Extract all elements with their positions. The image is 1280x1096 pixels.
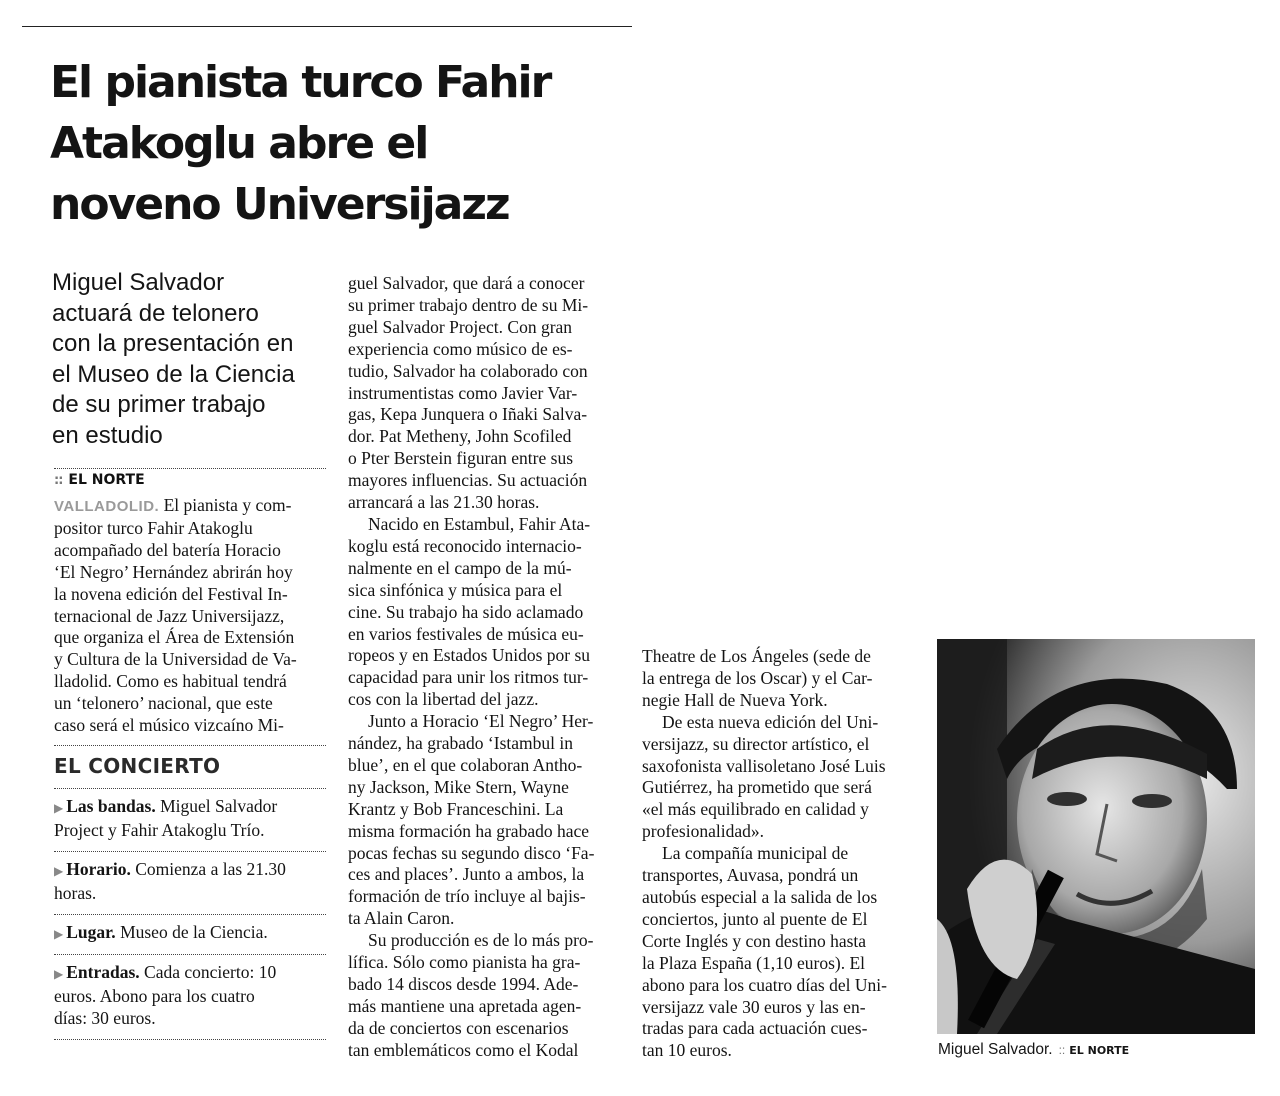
concierto-line: euros. Abono para los cuatro: [54, 986, 255, 1007]
body-line: transportes, Auvasa, pondrá un: [642, 865, 859, 886]
byline: [54, 468, 326, 488]
body-line: acompañado del batería Horacio: [54, 539, 281, 560]
byline-text: EL NORTE: [68, 472, 145, 488]
headline-line: Atakoglu abre el: [50, 118, 428, 169]
photo-caption: [938, 1041, 1129, 1059]
deck-line: con la presentación en: [52, 330, 294, 357]
body-line: profesionalidad».: [642, 821, 764, 842]
body-line: positor turco Fahir Atakoglu: [54, 517, 253, 538]
body-line: Junto a Horacio ‘El Negro’ Her-: [368, 711, 594, 732]
body-line: Nacido en Estambul, Fahir Ata-: [368, 513, 591, 534]
concierto-line: [54, 962, 326, 986]
deck-line: en estudio: [52, 421, 163, 449]
body-line: guel Salvador Project. Con gran: [348, 316, 573, 337]
body-line: tudio, Salvador ha colaborado con: [348, 360, 588, 381]
body-line: Su producción es de lo más pro-: [368, 930, 594, 951]
body-line: arrancará a las 21.30 horas.: [348, 492, 540, 513]
body-line: La compañía municipal de: [662, 843, 849, 864]
body-line: un ‘telonero’ nacional, que este: [54, 693, 273, 714]
concierto-items: [54, 788, 326, 1039]
concierto-label: Las bandas.: [66, 795, 156, 816]
concierto-line: [54, 796, 326, 820]
concierto-label: Horario.: [66, 858, 131, 879]
body-line: De esta nueva edición del Uni-: [662, 711, 879, 732]
body-line: y Cultura de la Universidad de Va-: [54, 649, 297, 670]
body-line: lladolid. Como es habitual tendrá: [54, 671, 287, 692]
body-line: cine. Su trabajo ha sido aclamado: [348, 601, 584, 622]
body-line: dor. Pat Metheny, John Scofiled: [348, 426, 572, 447]
body-line: ta Alain Caron.: [348, 908, 455, 929]
body-line: guel Salvador, que dará a conocer: [348, 273, 585, 293]
concierto-item: [54, 851, 326, 914]
concierto-line: [54, 859, 326, 883]
concierto-text: Comienza a las 21.30: [135, 858, 286, 879]
concierto-item: [54, 914, 326, 955]
body-line: la novena edición del Festival In-: [54, 583, 288, 604]
body-line: autobús especial a la salida de los: [642, 886, 878, 907]
body-line: da de conciertos con escenarios: [348, 1017, 569, 1038]
concierto-label: Entradas.: [66, 962, 140, 983]
body-line: «el más equilibrado en calidad y: [642, 799, 869, 820]
body-line: ternacional de Jazz Universijazz,: [54, 605, 285, 626]
concierto-line: [54, 922, 326, 946]
body-line: formación de trío incluye al bajis-: [348, 886, 586, 907]
body-line: tan emblemáticos como el Kodal: [348, 1039, 579, 1060]
body-line: capacidad para unir los ritmos tur-: [348, 667, 589, 688]
body-line: o Pter Berstein figuran entre sus: [348, 448, 574, 469]
credit-dots-icon: ::: [1058, 1043, 1066, 1057]
arrow-bullet-icon: ▶: [54, 926, 64, 941]
concierto-end-rule: [54, 1039, 326, 1040]
dateline: VALLADOLID.: [54, 498, 160, 515]
body-line: saxofonista vallisoletano José Luis: [642, 755, 886, 776]
deck-line: Miguel Salvador: [52, 269, 225, 296]
concierto-text: Miguel Salvador: [160, 795, 278, 816]
body-line: versijazz vale 30 euros y las en-: [642, 996, 866, 1017]
body-line: Corte Inglés y con destino hasta: [642, 930, 867, 951]
body-line: Krantz y Bob Franceschini. La: [348, 798, 564, 819]
arrow-bullet-icon: ▶: [54, 800, 64, 815]
body-line: conciertos, junto al puente de El: [642, 908, 868, 929]
article-column-2: [348, 273, 618, 1062]
byline-dots-icon: ::: [54, 473, 63, 488]
body-line: ‘El Negro’ Hernández abrirán hoy: [54, 561, 293, 582]
body-line: tan 10 euros.: [642, 1040, 732, 1061]
concierto-line: horas.: [54, 882, 97, 903]
body-line: abono para los cuatro días del Uni-: [642, 974, 887, 995]
headline-line: El pianista turco Fahir: [50, 57, 551, 108]
arrow-bullet-icon: ▶: [54, 863, 64, 878]
concierto-text: Cada concierto: 10: [144, 962, 277, 983]
arrow-bullet-icon: ▶: [54, 967, 64, 982]
body-text: El pianista y com-: [163, 495, 292, 515]
deck-line: el Museo de la Ciencia: [52, 360, 295, 388]
concierto-label: Lugar.: [66, 921, 116, 942]
deck-line: de su primer trabajo: [52, 391, 266, 418]
body-line: pocas fechas su segundo disco ‘Fa-: [348, 842, 595, 863]
body-line: tradas para cada actuación cues-: [642, 1018, 868, 1039]
body-line: Theatre de Los Ángeles (sede de: [642, 646, 871, 666]
body-line: caso será el músico vizcaíno Mi-: [54, 715, 284, 736]
column-1-lines: [54, 518, 326, 737]
photo-credit: EL NORTE: [1069, 1044, 1130, 1057]
body-line: gas, Kepa Junquera o Iñaki Salva-: [348, 404, 588, 425]
body-line: nalmente en el campo de la mú-: [348, 557, 572, 578]
body-line: cos con la libertad del jazz.: [348, 689, 539, 710]
body-line: blue’, en el que colaboran Antho-: [348, 754, 583, 775]
body-line: que organiza el Área de Extensión: [54, 627, 295, 648]
article-column-3: [642, 646, 914, 1062]
body-line: ny Jackson, Mike Stern, Wayne: [348, 776, 569, 797]
body-line: instrumentistas como Javier Var-: [348, 382, 578, 403]
subheadline: [52, 268, 332, 451]
body-line: mayores influencias. Su actuación: [348, 470, 588, 491]
body-line: bado 14 discos desde 1994. Ade-: [348, 974, 579, 994]
body-line: la Plaza España (1,10 euros). El: [642, 952, 866, 973]
headline: [50, 52, 610, 235]
portrait-image: [937, 639, 1255, 1034]
concierto-item: [54, 954, 326, 1039]
concierto-line: Project y Fahir Atakoglu Trío.: [54, 819, 265, 840]
body-line: lífica. Sólo como pianista ha gra-: [348, 952, 581, 973]
body-line: ropeos y en Estados Unidos por su: [348, 645, 591, 666]
body-line: Gutiérrez, ha prometido que será: [642, 777, 872, 798]
concierto-sidebar: [54, 745, 326, 1040]
dateline-line: [54, 495, 326, 518]
article-column-1: [54, 495, 326, 737]
concierto-line: días: 30 euros.: [54, 1008, 156, 1029]
caption-text: Miguel Salvador.: [938, 1041, 1053, 1058]
body-line: su primer trabajo dentro de su Mi-: [348, 294, 589, 315]
body-line: ces and places’. Junto a ambos, la: [348, 864, 585, 885]
deck-line: actuará de telonero: [52, 299, 259, 327]
photo-miguel-salvador: [937, 639, 1255, 1034]
concierto-item: [54, 788, 326, 851]
body-line: más mantiene una apretada agen-: [348, 995, 582, 1016]
body-line: la entrega de los Oscar) y el Car-: [642, 667, 873, 688]
body-line: experiencia como músico de es-: [348, 338, 573, 359]
concierto-title: EL CONCIERTO: [54, 754, 221, 778]
top-rule: [22, 26, 632, 27]
concierto-text: Museo de la Ciencia.: [120, 921, 268, 942]
body-line: versijazz, su director artístico, el: [642, 733, 870, 754]
body-line: misma formación ha grabado hace: [348, 820, 590, 841]
body-line: en varios festivales de música eu-: [348, 623, 584, 644]
body-line: nández, ha grabado ‘Istambul in: [348, 733, 573, 754]
body-line: negie Hall de Nueva York.: [642, 689, 828, 710]
headline-line: noveno Universijazz: [50, 179, 509, 230]
body-line: sica sinfónica y música para el: [348, 579, 563, 600]
body-line: koglu está reconocido internacio-: [348, 535, 582, 556]
